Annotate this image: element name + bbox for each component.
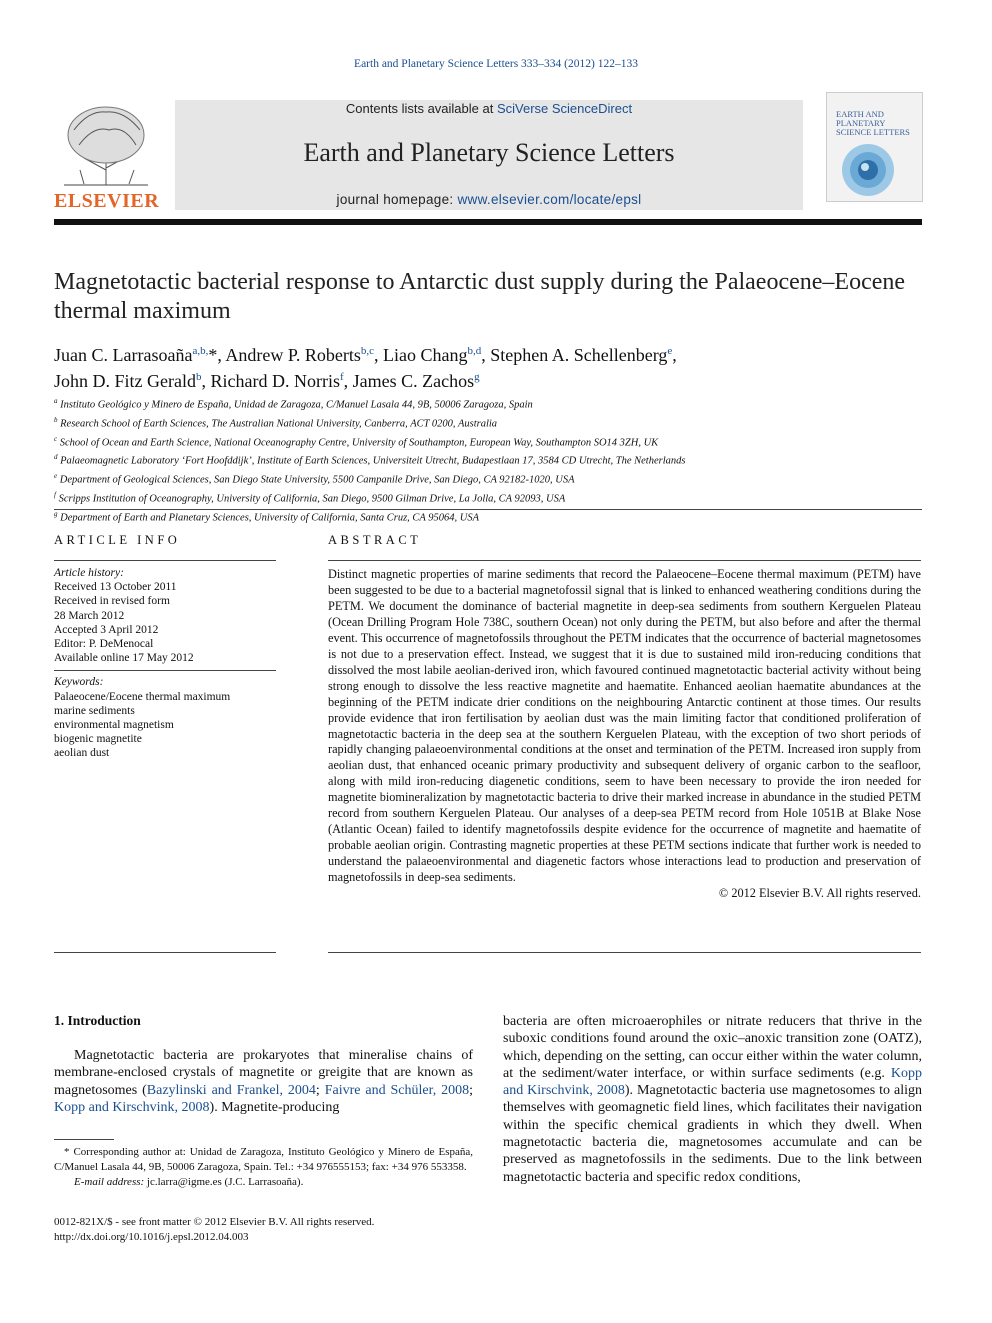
publisher-name: ELSEVIER: [54, 190, 160, 212]
intro-right-column: [503, 1013, 922, 1186]
author-name: Liao Chang: [383, 345, 468, 365]
affiliation-item: [54, 432, 922, 451]
author-separator: ,: [343, 371, 353, 391]
author-name: Stephen A. Schellenberg: [490, 345, 668, 365]
abstract-body: [328, 567, 921, 902]
keyword: Palaeocene/Eocene thermal maximum: [54, 690, 231, 703]
citation-link[interactable]: Bazylinski and Frankel, 2004: [146, 1082, 316, 1098]
affiliation-text: Palaeomagnetic Laboratory ‘Fort Hoofddijk’, Institute of Earth Sciences, Universiteit Utrecht, Budapestlaan 17, 3584 CD Utrecht, The Netherlands: [60, 455, 686, 467]
affiliation-key: d: [54, 453, 58, 462]
affiliation-text: School of Ocean and Earth Science, National Oceanography Centre, University of Southampton, European Way, Southampton SO14 3ZH, UK: [59, 437, 659, 449]
corresponding-author-footnote: [54, 1145, 473, 1190]
contents-prefix: Contents lists available at: [345, 101, 497, 116]
intro-left-column: [54, 1047, 473, 1116]
affiliation-key: e: [54, 472, 58, 481]
author-affil-marker[interactable]: b: [195, 371, 202, 383]
author-affil-marker[interactable]: e: [667, 345, 673, 357]
header-rule: [54, 219, 922, 225]
affiliation-item: [54, 413, 922, 432]
affiliation-text: Scripps Institution of Oceanography, University of California, San Diego, 9500 Gilman Drive, La Jolla, CA 92093, USA: [58, 493, 566, 505]
citation-link[interactable]: Faivre and Schüler, 2008: [324, 1082, 470, 1098]
author-affil-marker[interactable]: b,c: [360, 345, 374, 357]
corresponding-marker[interactable]: *: [208, 345, 218, 365]
author-separator: ,: [201, 371, 211, 391]
footnote-text: * Corresponding author at: Unidad de Zaragoza, Instituto Geológico y Minero de España, C/Manuel Lasala 44, 9B, 50006 Zaragoza, Spain. Tel.: +34 976555153; fax: +34 976 553358.: [54, 1146, 473, 1173]
history-item: Received 13 October 2011: [54, 581, 177, 594]
doi-link[interactable]: http://dx.doi.org/10.1016/j.epsl.2012.04.003: [54, 1231, 249, 1243]
issn-line: 0012-821X/$ - see front matter © 2012 Elsevier B.V. All rights reserved.: [54, 1216, 375, 1228]
author-name: Andrew P. Roberts: [225, 345, 361, 365]
affiliation-key: b: [54, 415, 58, 424]
affiliation-key: a: [54, 397, 58, 405]
affiliation-text: Research School of Earth Sciences, The Australian National University, Canberra, ACT 0200, Australia: [60, 418, 498, 430]
page-footer: [54, 1215, 504, 1245]
affiliation-text: Department of Geological Sciences, San Diego State University, 5500 Campanile Drive, San Diego, CA 92182-1020, USA: [59, 474, 575, 486]
cover-title: EARTH AND PLANETARY SCIENCE LETTERS: [836, 109, 910, 137]
intro-text: Magnetotactic bacteria are prokaryotes that mineralise chains of membrane-enclosed crystals of magnetite or greigite that are known as magnetosomes (: [54, 1048, 473, 1098]
section-divider: [54, 509, 922, 510]
citation-separator: ;: [469, 1082, 473, 1098]
abstract-bottom-rule: [328, 952, 921, 953]
abstract-text: Distinct magnetic properties of marine sediments that record the Palaeocene–Eocene thermal maximum (PETM) have been suggested to be due to a bacterial magnetofossil signal that is linked to enhanced weathering conditions during the PETM. We document the dominance of bacterial magnetite in deep-sea sediments from southern Kerguelen Plateau (Ocean Drilling Program Hole 738C, southern Ocean) not only during the PETM, but also before and after the thermal event. This occurrence of magnetofossils throughout the PETM indicates that the occurrence of bacterial magnetosomes is not due to a preservation effect. Instead, we suggest that it is due to sustained mild iron-reducing conditions that dissolved the most labile aeolian-derived iron, which favoured continued magnetotactic bacterial activity without being strong enough to dissolve the less reactive magnetite and haematite. Enhanced aeolian haematite abundances at the beginning of the PETM indicate drier conditions on the neighbouring Antarctic continent at those times. Our results provide evidence that iron fertilisation by aeolian dust was the main limiting factor that conditioned proliferation of magnetotactic bacteria in the deep sea at the southern Kerguelen Plateau, with the exception of two short periods of rapidly changing palaeoenvironmental conditions at the onset and termination of the PETM. Increased iron supply from aeolian dust, that enhanced oceanic primary productivity and subsequent delivery of organic carbon to the seafloor, along with mild iron-reducing diagenetic conditions, seem to have been necessary to provide the iron needed for magnetite biomineralization by magnetotactic bacteria to drive their marked increase in abundance in the studied PETM record from southern Kerguelen Plateau. Our analyses of a deep-sea PETM record from Hole 1051B at Blake Nose (Atlantic Ocean) failed to identify magnetofossils despite evidence for the occurrence of magnetite and haematite of probable aeolian origin. Contrasting magnetic properties at these PETM sections indicate that further work is needed to understand the palaeoenvironmental and diagenetic factors whose interactions lead to production and preservation of magnetofossils in deep-sea sediments.: [328, 567, 921, 885]
article-info: [54, 566, 276, 761]
author-separator: ,: [481, 345, 491, 365]
author-separator: ,: [374, 345, 383, 365]
affiliation-item: [54, 488, 922, 507]
article-info-bottom-rule: [54, 952, 276, 953]
journal-name: Earth and Planetary Science Letters: [303, 138, 675, 167]
author-name: John D. Fitz Gerald: [54, 371, 196, 391]
intro-text: bacteria are often microaerophiles or nitrate reducers that thrive in the suboxic conditions found around the oxic–anoxic transition zone (OATZ), which, depending on the setting, can occur either within the water column, at the sediment/water interface, or within surface sediments (e.g.: [503, 1014, 922, 1081]
keyword: aeolian dust: [54, 747, 110, 760]
history-item: Accepted 3 April 2012: [54, 623, 159, 636]
citation-separator: ;: [315, 1082, 325, 1098]
contents-line: [175, 101, 803, 116]
history-item: Available online 17 May 2012: [54, 652, 194, 665]
footnote-rule: [54, 1139, 114, 1140]
homepage-link[interactable]: www.elsevier.com/locate/epsl: [457, 192, 642, 207]
intro-text: ). Magnetite-producing: [209, 1099, 340, 1115]
keyword: environmental magnetism: [54, 719, 174, 732]
author-affil-marker[interactable]: g: [474, 371, 480, 383]
article-info-heading: ARTICLE INFO: [54, 533, 181, 547]
email-line: [54, 1175, 473, 1190]
copyright: © 2012 Elsevier B.V. All rights reserved.: [718, 886, 921, 901]
affiliation-item: [54, 450, 922, 469]
keywords-label: Keywords:: [54, 676, 104, 689]
affiliation-key: g: [54, 509, 58, 518]
author-affil-marker[interactable]: a,b,: [192, 345, 209, 357]
abstract-rule: [328, 560, 921, 561]
keyword: biogenic magnetite: [54, 733, 142, 746]
author-separator: ,: [672, 345, 677, 365]
section-heading-introduction: 1. Introduction: [54, 1013, 141, 1028]
cover-globe-image: [832, 140, 916, 198]
history-label: Article history:: [54, 567, 124, 579]
author-list: [54, 340, 922, 392]
email-address[interactable]: jc.larra@igme.es (J.C. Larrasoaña).: [146, 1176, 304, 1188]
author-affil-marker[interactable]: f: [339, 371, 344, 383]
affiliation-key: f: [54, 490, 56, 499]
affiliation-item: [54, 394, 922, 413]
intro-text: ). Magnetotactic bacteria use magnetosomes to align themselves with geomagnetic field lines, which facilitates their navigation within the specific chemical gradients in which they dwell. When magnetotactic bacteria die, magnetosomes accumulate and can be preserved as magnetofossils in the sediments. Due to the link between magnetotactic bacteria and specific redox conditions,: [503, 1083, 922, 1185]
history-item: Received in revised form: [54, 595, 170, 608]
history-item: 28 March 2012: [54, 609, 125, 622]
author-name: Richard D. Norris: [210, 371, 340, 391]
abstract-heading: ABSTRACT: [328, 533, 422, 547]
history-item: Editor: P. DeMenocal: [54, 638, 154, 651]
article-info-rule: [54, 560, 276, 561]
author-separator: ,: [217, 345, 226, 365]
author-name: Juan C. Larrasoaña: [54, 345, 193, 365]
author-affil-marker[interactable]: b,d: [467, 345, 482, 357]
affiliation-list: [54, 394, 922, 526]
citation-link[interactable]: Kopp and Kirschvink, 2008: [54, 1099, 210, 1115]
sciencedirect-link[interactable]: SciVerse ScienceDirect: [496, 101, 633, 116]
affiliation-text: Instituto Geológico y Minero de España, Unidad de Zaragoza, C/Manuel Lasala 44, 9B, 50006 Zaragoza, Spain: [60, 399, 533, 411]
citation-link[interactable]: Kopp and Kirschvink, 2008: [503, 1065, 922, 1099]
author-name: James C. Zachos: [352, 371, 475, 391]
article-title: Magnetotactic bacterial response to Antarctic dust supply during the Palaeocene–Eocene thermal maximum: [54, 269, 906, 324]
affiliation-key: c: [54, 434, 58, 443]
journal-citation[interactable]: Earth and Planetary Science Letters 333–334 (2012) 122–133: [354, 58, 638, 70]
affiliation-text: Department of Earth and Planetary Sciences, University of California, Santa Cruz, CA 95064, USA: [60, 512, 480, 524]
keywords-rule: [54, 670, 276, 671]
homepage-line: [175, 192, 803, 207]
email-label: E-mail address:: [74, 1176, 145, 1188]
homepage-prefix: journal homepage:: [336, 192, 458, 207]
affiliation-item: [54, 469, 922, 488]
keyword: marine sediments: [54, 704, 135, 717]
